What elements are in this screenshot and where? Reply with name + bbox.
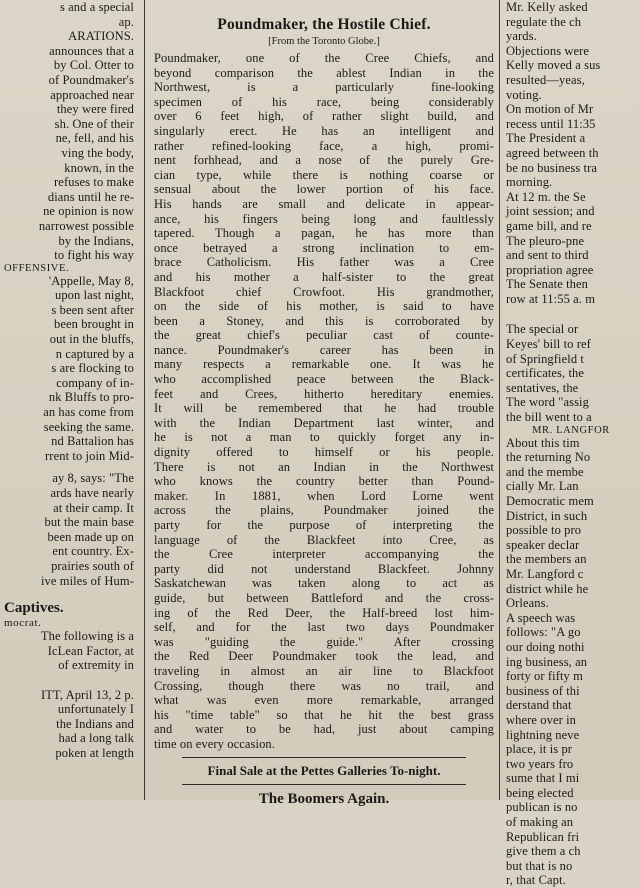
text-line: Saskatchewan was taken along to act as: [154, 576, 494, 591]
text-line: IcLean Factor, at: [47, 643, 134, 658]
text-line: His hands are small and delicate in appear-: [154, 196, 494, 211]
text-line: by Col. Otter to: [53, 58, 134, 73]
text-line: with the Indian Department last winter, and: [154, 415, 494, 430]
text-line: propriation agree: [506, 262, 594, 277]
text-line: yards.: [506, 29, 537, 44]
text-line: company of in-: [56, 375, 134, 390]
text-line: ITT, April 13, 2 p.: [41, 687, 134, 702]
text-line: been made up on: [47, 529, 134, 544]
text-line: and his mother a half-sister to the great: [154, 269, 494, 284]
text-line: ards have nearly: [50, 486, 134, 500]
text-line: out in the bluffs,: [49, 332, 134, 347]
text-line: self, and for the last two days Poundmaker: [154, 620, 494, 635]
text-line: rrent to join Mid-: [45, 448, 134, 463]
text-line: our doing nothi: [506, 639, 585, 654]
text-line: sh. One of their: [54, 116, 134, 131]
text-line: nk Bluffs to pro-: [48, 390, 134, 405]
left-section-label: OFFENSIVE.: [4, 262, 70, 274]
text-line: who accomplished peace between the Black-: [154, 372, 494, 387]
right-column-text-block-1: [502, 0, 640, 306]
text-line: of making an: [506, 815, 574, 830]
text-line: certificates, the: [506, 366, 585, 381]
right-section-label: MR. LANGFOR: [532, 424, 610, 436]
text-line: business of thi: [506, 683, 580, 698]
text-line: [0, 673, 138, 688]
text-line: r, that Capt.: [506, 873, 566, 888]
text-line: and the membe: [506, 464, 584, 479]
text-line: place, it is pr: [506, 742, 573, 757]
text-line: sensual about the lower portion of his face.: [154, 182, 494, 197]
text-line: Poundmaker, one of the Cree Chiefs, and: [154, 51, 494, 65]
text-line: of extremity in: [58, 658, 134, 673]
text-line: where over in: [506, 712, 577, 727]
text-line: refuses to make: [54, 175, 134, 190]
text-line: Objections were: [506, 43, 590, 58]
text-line: possible to pro: [506, 523, 582, 538]
captives-heading: Captives.: [4, 600, 64, 617]
text-line: agreed between th: [506, 145, 599, 160]
text-line: been a Stoney, and this is corroborated by: [154, 313, 494, 328]
text-line: the Red Deer Poundmaker took the lead, and: [154, 649, 494, 664]
text-line: District, in such: [506, 508, 588, 523]
text-line: nd Battalion has: [51, 434, 134, 449]
text-line: district while he: [506, 581, 589, 596]
text-line: unfortunately I: [57, 702, 134, 717]
text-line: beyond comparison the ablest Indian in the: [154, 65, 494, 80]
text-line: ance, his fingers being long and faultlessly: [154, 211, 494, 226]
text-line: follows: "A go: [506, 625, 581, 640]
text-line: time on every occasion.: [154, 736, 276, 751]
text-line: nance. Poundmaker's career has been in: [154, 342, 494, 357]
text-line: but that is no: [506, 858, 573, 873]
paragraph-gap: [0, 463, 138, 471]
text-line: At 12 m. the Se: [506, 189, 586, 204]
text-line: seeking the same.: [43, 419, 134, 434]
text-line: by the Indians,: [58, 233, 134, 248]
text-line: an has come from: [43, 405, 134, 420]
text-line: he is not a man to quickly forget any in-: [154, 430, 494, 445]
column-rule-right: [499, 0, 500, 800]
text-line: speaker declar: [506, 537, 580, 552]
text-line: The pleuro-pne: [506, 233, 585, 248]
paragraph-gap: [502, 306, 640, 322]
right-column: [502, 0, 640, 888]
text-line: Orleans.: [506, 596, 549, 611]
text-line: ne opinion is now: [43, 204, 134, 219]
text-line: Mr. Langford c: [506, 566, 584, 581]
text-line: guide, but between Battleford and the cross-: [154, 590, 494, 605]
text-line: n captured by a: [55, 346, 134, 361]
text-line: many respects a remarkable one. It was he: [154, 357, 494, 372]
text-line: A speech was: [506, 610, 576, 625]
text-line: give them a ch: [506, 844, 581, 859]
text-line: game bill, and re: [506, 218, 592, 233]
text-line: cially Mr. Lan: [506, 479, 579, 494]
text-line: and sent to third: [506, 248, 589, 263]
text-line: lightning neve: [506, 727, 580, 742]
text-line: Blackfoot chief Crowfoot. His grandmother,: [154, 284, 494, 299]
text-line: at their camp. It: [53, 500, 134, 515]
text-line: been brought in: [54, 317, 134, 332]
article-headline: Poundmaker, the Hostile Chief.: [217, 16, 431, 33]
text-line: Democratic mem: [506, 494, 594, 508]
text-line: The Senate then: [506, 277, 589, 292]
text-line: but the main base: [44, 515, 134, 530]
text-line: dignity offered to himself or his people.: [154, 445, 494, 460]
left-column-text-block-1: [0, 0, 138, 263]
left-column-text-block-2: [0, 274, 138, 464]
text-line: two years fro: [506, 756, 574, 771]
text-line: s been sent after: [51, 302, 134, 317]
text-line: of Springfield t: [506, 351, 584, 366]
left-column-text-block-4: [0, 629, 138, 760]
text-line: s and a special: [59, 0, 134, 14]
text-line: traveling in almost an air line to Blackfoot: [154, 663, 494, 678]
article-body: [152, 51, 496, 752]
text-line: ive miles of Hum-: [40, 573, 134, 588]
text-line: nent forhhead, and a nose of the purely Gre-: [154, 153, 494, 168]
text-line: 'Appelle, May 8,: [48, 273, 134, 288]
text-line: language of the Blackfeet into Cree, as: [154, 532, 494, 547]
text-line: approached near: [50, 87, 134, 102]
text-line: prairies south of: [51, 558, 134, 573]
text-line: publican is no: [506, 800, 578, 815]
text-line: the Cree interpreter accompanying the: [154, 547, 494, 562]
left-column: [0, 0, 138, 800]
text-line: s are flocking to: [51, 361, 134, 376]
text-line: joint session; and: [506, 204, 595, 219]
text-line: cian type, while there is nothing coarse or: [154, 167, 494, 182]
text-line: derstand that: [506, 698, 572, 713]
text-line: party for the purpose of interpreting the: [154, 518, 494, 532]
text-line: feet and Crees, hitherto hereditary enemies.: [154, 386, 494, 401]
text-line: maker. In 1881, when Lord Lorne went: [154, 488, 494, 503]
text-line: poken at length: [55, 745, 134, 760]
article-source: [From the Toronto Globe.]: [268, 36, 380, 47]
text-line: known, in the: [64, 160, 134, 175]
pettes-galleries-subhead: Final Sale at the Pettes Galleries To-night.: [207, 762, 441, 778]
text-line: forty or fifty m: [506, 669, 583, 684]
text-line: Keyes' bill to ref: [506, 337, 591, 352]
text-line: voting.: [506, 87, 542, 102]
text-line: ARATIONS.: [68, 29, 134, 44]
text-line: the bill went to a: [506, 410, 592, 425]
text-line: The special or: [506, 322, 579, 337]
text-line: sume that I mi: [506, 771, 580, 786]
boomers-subhead: The Boomers Again.: [258, 790, 390, 807]
text-line: being elected: [506, 785, 574, 800]
text-line: ing of the Red Deer, the Half-breed lost him-: [154, 605, 494, 620]
text-line: The President a: [506, 131, 586, 146]
text-line: on the side of his mother, is said to have: [154, 299, 494, 314]
text-line: and water to be had, just about camping: [154, 722, 494, 737]
text-line: On motion of Mr: [506, 102, 594, 117]
text-line: Republican fri: [506, 829, 580, 844]
text-line: singularly erect. He has an intelligent and: [154, 123, 494, 138]
text-line: recess until 11:35: [506, 116, 596, 131]
text-line: of Poundmaker's: [48, 72, 134, 87]
text-line: morning.: [506, 175, 553, 190]
text-line: Crossing, though there was no trail, and: [154, 678, 494, 693]
text-line: who knows the country better than Pound-: [154, 474, 494, 489]
text-line: announces that a: [49, 43, 134, 58]
text-line: narrowest possible: [38, 218, 134, 233]
text-line: what was even more remarkable, arranged: [154, 693, 494, 708]
text-line: rather refined-looking face, a high, promi-: [154, 138, 494, 153]
text-line: resulted—yeas,: [506, 72, 585, 87]
text-line: There is not an Indian in the Northwest: [154, 459, 494, 474]
text-line: upon last night,: [54, 288, 134, 303]
text-line: the Indians and: [56, 716, 134, 731]
article-divider-2: [182, 784, 466, 785]
text-line: The following is a: [40, 629, 134, 644]
article-divider: [182, 757, 466, 758]
text-line: was "guiding the guide." After crossing: [154, 634, 494, 649]
text-line: party did not understand Blackfeet. Johnny: [154, 561, 494, 576]
text-line: Mr. Kelly asked: [506, 0, 588, 14]
text-line: Kelly moved a sus: [506, 58, 601, 73]
text-line: the great chief's peculiar cast of counte-: [154, 328, 494, 343]
text-line: once betrayed a strong inclination to em-: [154, 240, 494, 255]
column-rule-left: [144, 0, 145, 800]
text-line: ving the body,: [61, 145, 134, 160]
text-line: the members an: [506, 552, 587, 567]
text-line: his "time table" so that he hit the best grass: [154, 707, 494, 722]
text-line: ay 8, says: "The: [52, 471, 134, 486]
right-column-text-block-2: [502, 322, 640, 424]
text-line: tapered. Though a pagan, he has more than: [154, 226, 494, 241]
text-line: brace Catholicism. His father was a Cree: [154, 255, 494, 270]
text-line: ing business, an: [506, 654, 588, 669]
text-line: ne, fell, and his: [55, 131, 134, 146]
captives-source: mocrat.: [4, 617, 42, 630]
text-line: dians until he re-: [47, 189, 134, 204]
text-line: to fight his way: [54, 248, 134, 263]
text-line: Northwest, is a particularly fine-looking: [154, 80, 494, 95]
text-line: ent country. Ex-: [52, 544, 134, 559]
text-line: they were fired: [56, 102, 134, 117]
text-line: regulate the ch: [506, 14, 582, 29]
left-column-text-block-3: [0, 471, 138, 588]
center-column: [152, 0, 496, 807]
text-line: row at 11:55 a. m: [506, 291, 596, 306]
text-line: The word "assig: [506, 395, 589, 410]
text-line: specimen of his race, being considerably: [154, 94, 494, 109]
text-line: ap.: [118, 14, 134, 29]
text-line: the returning No: [506, 450, 591, 465]
text-line: It will be remembered that he had trouble: [154, 401, 494, 416]
text-line: over 6 feet high, of rather slight build, and: [154, 109, 494, 124]
text-line: be no business tra: [506, 160, 598, 175]
text-line: had a long talk: [58, 731, 134, 746]
text-line: About this tim: [506, 435, 580, 450]
right-column-text-block-3: [502, 436, 640, 888]
text-line: sentatives, the: [506, 380, 579, 395]
text-line: across the plains, Poundmaker joined the: [154, 503, 494, 518]
